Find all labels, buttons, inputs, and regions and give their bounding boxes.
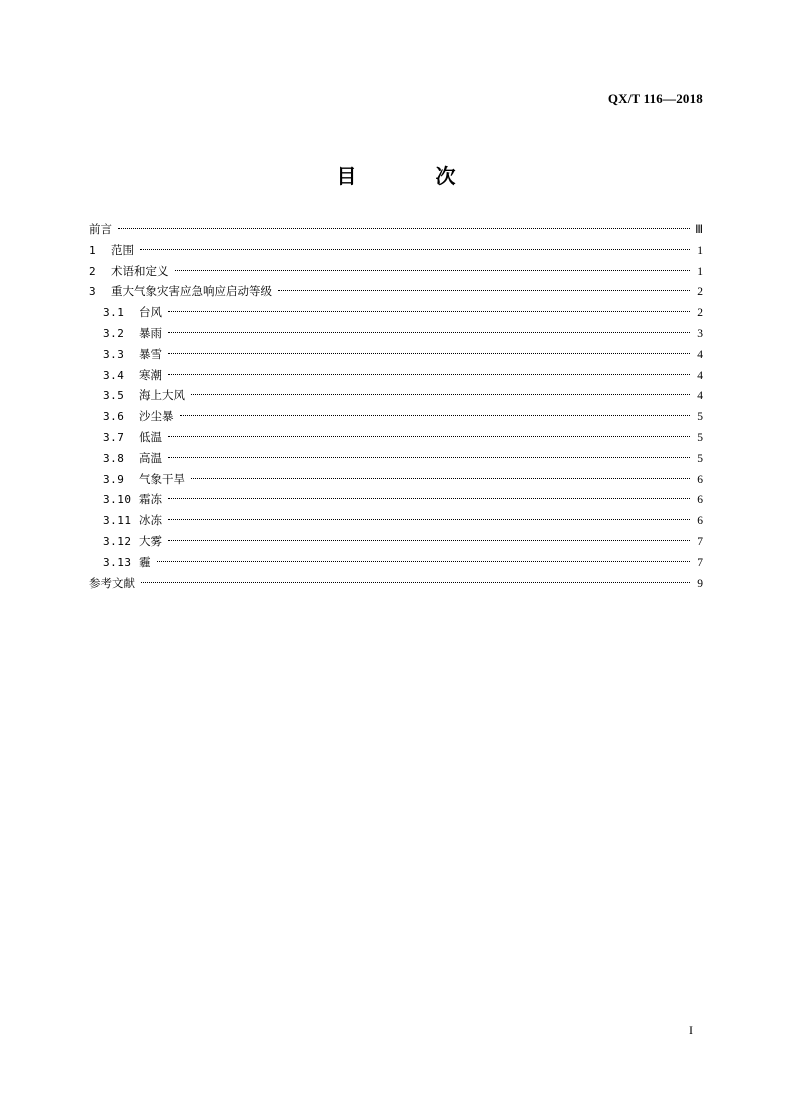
toc-entry-number: 3.8: [103, 451, 125, 465]
toc-dot-leader: [141, 582, 690, 583]
toc-entry-page: 5: [697, 431, 703, 444]
toc-entry-label: 台风: [139, 305, 162, 320]
toc-entry[interactable]: [89, 573, 703, 594]
toc-entry-number: 3.13: [103, 555, 132, 569]
toc-dot-leader: [191, 478, 690, 479]
toc-entry[interactable]: [89, 510, 703, 531]
toc-entry[interactable]: [89, 469, 703, 490]
toc-entry[interactable]: [89, 344, 703, 365]
toc-entry[interactable]: [89, 406, 703, 427]
toc-entry-page: 4: [697, 369, 703, 382]
toc-dot-leader: [175, 270, 691, 271]
toc-dot-leader: [168, 436, 690, 437]
toc-entry-label: 暴雨: [139, 325, 162, 340]
toc-entry-page: Ⅲ: [695, 224, 703, 236]
page-number: I: [689, 1023, 693, 1037]
toc-entry-number: 3.12: [103, 534, 132, 548]
toc-dot-leader: [168, 332, 690, 333]
toc-entry-number: 3: [89, 285, 97, 299]
toc-entry-number: 3.11: [103, 514, 132, 528]
toc-entry-page: 7: [697, 556, 703, 569]
toc-entry-label: 暴雪: [139, 346, 162, 361]
toc-entry-page: 7: [697, 535, 703, 548]
toc-entry-label: 大雾: [139, 533, 162, 548]
toc-dot-leader: [168, 498, 690, 499]
toc-entry-page: 4: [697, 390, 703, 403]
toc-entry-number: 3.4: [103, 368, 125, 382]
toc-entry-page: 5: [697, 452, 703, 465]
toc-entry-label: 霾: [139, 554, 151, 569]
toc-entry-page: 2: [697, 286, 703, 299]
toc-dot-leader: [140, 249, 690, 250]
toc-entry-label: 霜冻: [139, 492, 162, 507]
toc-dot-leader: [168, 374, 690, 375]
toc-dot-leader: [168, 457, 690, 458]
toc-entry-page: 5: [697, 411, 703, 424]
toc-entry-page: 1: [697, 244, 703, 257]
standard-code: QX/T 116—2018: [607, 91, 703, 106]
toc-entry-page: 6: [697, 494, 703, 507]
toc-entry-page: 4: [697, 348, 703, 361]
toc-entry-number: 3.7: [103, 430, 125, 444]
toc-entry-number: 3.10: [103, 493, 132, 507]
toc-entry[interactable]: [89, 489, 703, 510]
toc-entry-page: 1: [697, 265, 703, 278]
toc-entry-page: 2: [697, 307, 703, 320]
toc-dot-leader: [118, 228, 690, 229]
toc-entry-number: 3.2: [103, 326, 125, 340]
toc-entry-page: 9: [697, 577, 703, 590]
toc-entry-label: 高温: [139, 450, 162, 465]
toc-entry[interactable]: [89, 427, 703, 448]
toc-entry-page: 3: [697, 327, 703, 340]
toc-entry[interactable]: [89, 219, 703, 240]
toc-dot-leader: [180, 415, 691, 416]
toc-dot-leader: [168, 353, 690, 354]
toc-entry[interactable]: [89, 281, 703, 302]
toc-entry[interactable]: [89, 302, 703, 323]
toc-entry-number: 3.5: [103, 389, 125, 403]
toc-dot-leader: [278, 290, 690, 291]
toc-dot-leader: [191, 394, 690, 395]
table-of-contents: [89, 219, 703, 593]
toc-entry[interactable]: [89, 531, 703, 552]
toc-entry-label: 寒潮: [139, 367, 162, 382]
toc-entry-label: 范围: [111, 242, 134, 257]
toc-entry-label: 冰冻: [139, 513, 162, 528]
toc-entry-number: 2: [89, 264, 97, 278]
toc-entry-number: 3.9: [103, 472, 125, 486]
toc-entry-label: 海上大风: [139, 388, 185, 403]
toc-dot-leader: [168, 519, 690, 520]
toc-entry-label: 参考文献: [89, 575, 135, 590]
toc-entry-number: 3.1: [103, 306, 125, 320]
toc-entry-number: 1: [89, 243, 97, 257]
toc-entry-page: 6: [697, 515, 703, 528]
toc-entry[interactable]: [89, 365, 703, 386]
toc-entry[interactable]: [89, 385, 703, 406]
toc-entry-label: 气象干旱: [139, 471, 185, 486]
toc-entry-label: 前言: [89, 222, 112, 236]
toc-entry-number: 3.6: [103, 410, 125, 424]
toc-dot-leader: [157, 561, 691, 562]
toc-entry-label: 重大气象灾害应急响应启动等级: [111, 284, 272, 299]
toc-entry[interactable]: [89, 240, 703, 261]
toc-entry-label: 术语和定义: [111, 263, 169, 278]
toc-entry-page: 6: [697, 473, 703, 486]
toc-entry-label: 沙尘暴: [139, 409, 174, 424]
toc-entry[interactable]: [89, 552, 703, 573]
toc-dot-leader: [168, 540, 690, 541]
toc-entry[interactable]: [89, 261, 703, 282]
toc-title: 目 次: [336, 164, 492, 188]
toc-entry[interactable]: [89, 323, 703, 344]
toc-entry-number: 3.3: [103, 347, 125, 361]
toc-entry[interactable]: [89, 448, 703, 469]
toc-entry-label: 低温: [139, 429, 162, 444]
toc-dot-leader: [168, 311, 690, 312]
